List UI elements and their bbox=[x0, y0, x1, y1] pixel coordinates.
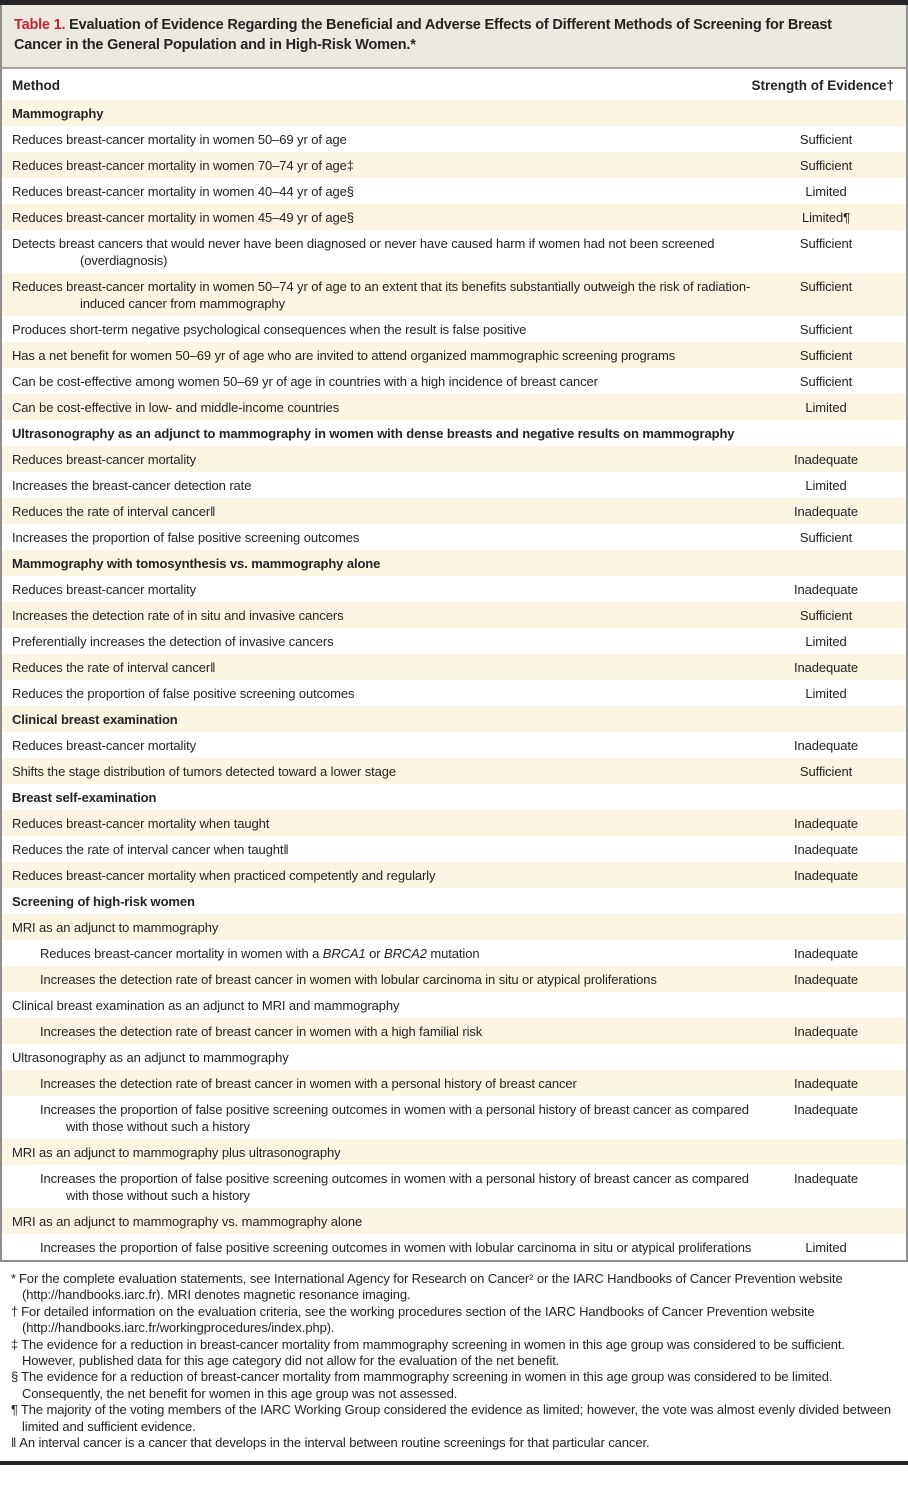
method-cell: Reduces breast-cancer mortality in women 45–49 yr of age§ bbox=[12, 209, 354, 225]
subsection-row bbox=[2, 914, 906, 940]
footnote-text: For the complete evaluation statements, see International Agency for Research on Cancer² or the IARC Handbooks of Cancer Prevention website (http://handbooks.iarc.fr). MRI denotes magnetic resonance imaging. bbox=[18, 1271, 843, 1303]
footnote bbox=[6, 1369, 900, 1402]
evidence-cell: Inadequate bbox=[793, 1075, 859, 1091]
method-cell: Reduces breast-cancer mortality bbox=[12, 451, 197, 467]
method-cell: Preferentially increases the detection of invasive cancers bbox=[12, 633, 334, 649]
table-row bbox=[2, 628, 906, 654]
table-footnotes bbox=[0, 1262, 908, 1458]
footnote-marker: ¶ bbox=[11, 1402, 18, 1418]
table-row bbox=[2, 152, 906, 178]
table-row bbox=[2, 446, 906, 472]
method-cell: Increases the proportion of false positive screening outcomes in women with lobular carcinoma in situ or atypical proliferations bbox=[40, 1239, 752, 1255]
table-number-label: Table 1. bbox=[14, 17, 66, 33]
table-row bbox=[2, 1165, 906, 1208]
table-row bbox=[2, 862, 906, 888]
table-row bbox=[2, 810, 906, 836]
method-cell: Reduces the rate of interval cancer when taught‖ bbox=[12, 841, 289, 857]
method-cell: Has a net benefit for women 50–69 yr of age who are invited to attend organized mammographic screening programs bbox=[12, 347, 676, 363]
evidence-cell: Inadequate bbox=[793, 451, 859, 467]
method-cell: Reduces breast-cancer mortality bbox=[12, 737, 197, 753]
evidence-cell: Inadequate bbox=[793, 945, 859, 961]
method-cell: MRI as an adjunct to mammography plus ultrasonography bbox=[12, 1144, 341, 1160]
table-row bbox=[2, 680, 906, 706]
method-cell: Increases the detection rate of breast cancer in women with lobular carcinoma in situ or atypical proliferations bbox=[40, 971, 657, 987]
section-row bbox=[2, 784, 906, 810]
section-row bbox=[2, 420, 906, 446]
evidence-cell: Limited bbox=[805, 183, 847, 199]
evidence-cell: Sufficient bbox=[799, 235, 853, 251]
method-cell: Ultrasonography as an adjunct to mammography in women with dense breasts and negative results on mammography bbox=[12, 425, 735, 441]
footnote-marker: † bbox=[11, 1303, 19, 1319]
method-cell: Screening of high-risk women bbox=[12, 893, 195, 909]
column-header-method: Method bbox=[12, 78, 60, 93]
method-cell: Detects breast cancers that would never have been diagnosed or never have caused harm if women had not been screened (overdiagnosis) bbox=[12, 235, 715, 268]
subsection-row bbox=[2, 1208, 906, 1234]
footnote-text: The evidence for a reduction of breast-cancer mortality from mammography screening in women in this age group was considered to be limited. Consequently, the net benefit for women in this age group was not assessed. bbox=[21, 1369, 833, 1401]
evidence-cell: Sufficient bbox=[799, 157, 853, 173]
evidence-cell: Inadequate bbox=[793, 867, 859, 883]
method-cell: Increases the breast-cancer detection rate bbox=[12, 477, 252, 493]
footnote bbox=[6, 1271, 900, 1304]
evidence-cell: Inadequate bbox=[793, 503, 859, 519]
footnote bbox=[6, 1337, 900, 1370]
table-row bbox=[2, 524, 906, 550]
table-row bbox=[2, 1018, 906, 1044]
table-row bbox=[2, 576, 906, 602]
evidence-cell: Inadequate bbox=[793, 1023, 859, 1039]
method-cell: Mammography with tomosynthesis vs. mammography alone bbox=[12, 555, 381, 571]
evidence-cell: Sufficient bbox=[799, 131, 853, 147]
method-cell: Reduces breast-cancer mortality in women 70–74 yr of age‡ bbox=[12, 157, 354, 173]
evidence-cell: Sufficient bbox=[799, 373, 853, 389]
method-cell: Mammography bbox=[12, 105, 104, 121]
method-cell: Reduces the rate of interval cancer‖ bbox=[12, 503, 216, 519]
method-cell: Reduces breast-cancer mortality bbox=[12, 581, 197, 597]
evidence-cell: Limited¶ bbox=[801, 209, 851, 225]
evidence-cell: Sufficient bbox=[799, 278, 853, 294]
method-cell: MRI as an adjunct to mammography bbox=[12, 919, 219, 935]
evidence-cell: Limited bbox=[805, 1239, 847, 1255]
section-row bbox=[2, 550, 906, 576]
evidence-cell: Inadequate bbox=[793, 815, 859, 831]
table-title-text: Evaluation of Evidence Regarding the Beneficial and Adverse Effects of Different Methods of Screening for Breast Cancer in the General Population and in High-Risk Women.* bbox=[14, 17, 832, 53]
evidence-cell: Limited bbox=[805, 399, 847, 415]
method-cell: Reduces the rate of interval cancer‖ bbox=[12, 659, 216, 675]
method-cell: Reduces the proportion of false positive screening outcomes bbox=[12, 685, 355, 701]
footnote-marker: ‖ bbox=[11, 1435, 17, 1451]
method-cell: Increases the proportion of false positive screening outcomes bbox=[12, 529, 360, 545]
column-header-strength: Strength of Evidence† bbox=[751, 78, 894, 93]
method-cell: Reduces breast-cancer mortality in women with a BRCA1 or BRCA2 mutation bbox=[40, 945, 480, 961]
footnote-marker: ‡ bbox=[11, 1336, 19, 1352]
bottom-rule bbox=[0, 1461, 908, 1465]
table-row bbox=[2, 126, 906, 152]
footnote bbox=[6, 1304, 900, 1337]
method-cell: Reduces breast-cancer mortality in women 50–69 yr of age bbox=[12, 131, 347, 147]
footnote-marker: * bbox=[11, 1271, 16, 1286]
table-row bbox=[2, 394, 906, 420]
evidence-cell: Sufficient bbox=[799, 347, 853, 363]
method-cell: Produces short-term negative psychological consequences when the result is false positive bbox=[12, 321, 527, 337]
table-body bbox=[2, 100, 906, 1260]
method-cell: MRI as an adjunct to mammography vs. mammography alone bbox=[12, 1213, 363, 1229]
method-cell: Clinical breast examination bbox=[12, 711, 178, 727]
table-row bbox=[2, 1070, 906, 1096]
table-row bbox=[2, 273, 906, 316]
evidence-cell: Limited bbox=[805, 685, 847, 701]
table-row bbox=[2, 342, 906, 368]
evidence-cell: Inadequate bbox=[793, 1170, 859, 1186]
table-row bbox=[2, 230, 906, 273]
evidence-cell: Sufficient bbox=[799, 529, 853, 545]
table-row bbox=[2, 178, 906, 204]
method-cell: Breast self-examination bbox=[12, 789, 157, 805]
evidence-cell: Inadequate bbox=[793, 971, 859, 987]
method-cell: Reduces breast-cancer mortality when taught bbox=[12, 815, 270, 831]
method-cell: Can be cost-effective among women 50–69 yr of age in countries with a high incidence of breast cancer bbox=[12, 373, 598, 389]
section-row bbox=[2, 100, 906, 126]
method-cell: Reduces breast-cancer mortality in women 50–74 yr of age to an extent that its benefits substantially outweigh the risk of radiation-induced cancer from mammography bbox=[12, 278, 751, 311]
method-cell: Clinical breast examination as an adjunct to MRI and mammography bbox=[12, 997, 400, 1013]
method-cell: Increases the detection rate of breast cancer in women with a high familial risk bbox=[40, 1023, 483, 1039]
table-row bbox=[2, 1234, 906, 1260]
table-row bbox=[2, 966, 906, 992]
table-row bbox=[2, 940, 906, 966]
table-row bbox=[2, 654, 906, 680]
evidence-table bbox=[0, 69, 908, 1262]
evidence-cell: Limited bbox=[805, 633, 847, 649]
evidence-cell: Inadequate bbox=[793, 659, 859, 675]
method-cell: Reduces breast-cancer mortality in women 40–44 yr of age§ bbox=[12, 183, 354, 199]
section-row bbox=[2, 706, 906, 732]
evidence-cell: Inadequate bbox=[793, 841, 859, 857]
method-cell: Shifts the stage distribution of tumors detected toward a lower stage bbox=[12, 763, 397, 779]
table-row bbox=[2, 368, 906, 394]
table-row bbox=[2, 602, 906, 628]
evidence-cell: Sufficient bbox=[799, 607, 853, 623]
method-cell: Can be cost-effective in low- and middle-income countries bbox=[12, 399, 340, 415]
table-row bbox=[2, 472, 906, 498]
table-header-row bbox=[2, 69, 906, 100]
footnote-text: The evidence for a reduction in breast-cancer mortality from mammography screening in women in this age group was considered to be sufficient. However, published data for this age category did not allow for the evaluation of the net benefit. bbox=[21, 1336, 845, 1369]
footnote-text: For detailed information on the evaluation criteria, see the working procedures section of the IARC Handbooks of Cancer Prevention website (http://handbooks.iarc.fr/workingprocedures/index.php). bbox=[21, 1303, 815, 1336]
footnote-text: The majority of the voting members of the IARC Working Group considered the evidence as limited; however, the vote was almost evenly divided between limited and sufficient evidence. bbox=[20, 1402, 892, 1434]
method-cell: Increases the detection rate of breast cancer in women with a personal history of breast cancer bbox=[40, 1075, 577, 1091]
method-cell: Ultrasonography as an adjunct to mammography bbox=[12, 1049, 289, 1065]
section-row bbox=[2, 888, 906, 914]
evidence-cell: Inadequate bbox=[793, 581, 859, 597]
evidence-cell: Limited bbox=[805, 477, 847, 493]
subsection-row bbox=[2, 1139, 906, 1165]
subsection-row bbox=[2, 992, 906, 1018]
footnote-text: An interval cancer is a cancer that develops in the interval between routine screenings for that particular cancer. bbox=[19, 1435, 650, 1451]
subsection-row bbox=[2, 1044, 906, 1070]
table-row bbox=[2, 836, 906, 862]
method-cell: Increases the proportion of false positive screening outcomes in women with a personal history of breast cancer as compared with those without such a history bbox=[40, 1170, 749, 1203]
evidence-cell: Inadequate bbox=[793, 1101, 859, 1117]
table-row bbox=[2, 732, 906, 758]
method-cell: Reduces breast-cancer mortality when practiced competently and regularly bbox=[12, 867, 436, 883]
evidence-cell: Sufficient bbox=[799, 321, 853, 337]
table-title bbox=[0, 5, 908, 69]
evidence-cell: Sufficient bbox=[799, 763, 853, 779]
footnote-marker: § bbox=[11, 1369, 19, 1385]
footnote bbox=[6, 1435, 900, 1451]
evidence-cell: Inadequate bbox=[793, 737, 859, 753]
table-row bbox=[2, 316, 906, 342]
method-cell: Increases the proportion of false positive screening outcomes in women with a personal history of breast cancer as compared with those without such a history bbox=[40, 1101, 749, 1134]
footnote bbox=[6, 1402, 900, 1435]
table-row bbox=[2, 1096, 906, 1139]
table-row bbox=[2, 498, 906, 524]
table-row bbox=[2, 204, 906, 230]
method-cell: Increases the detection rate of in situ and invasive cancers bbox=[12, 607, 344, 623]
table-row bbox=[2, 758, 906, 784]
